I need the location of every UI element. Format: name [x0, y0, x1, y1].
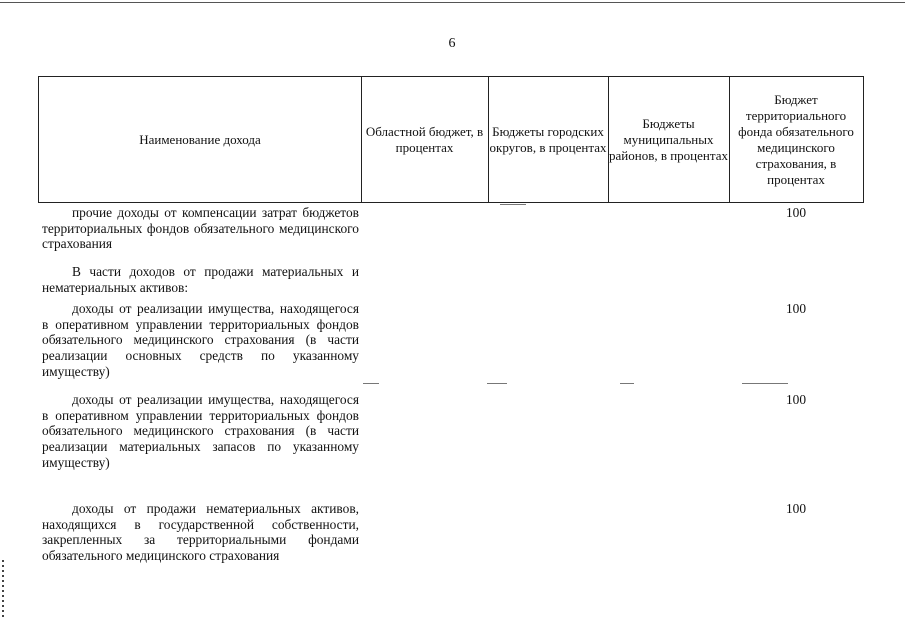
row-fund-value: 100	[785, 301, 807, 316]
row-name: доходы от продажи нематериальных активов, находящихся в государственной собственности, закрепленных за территориальными фондами обязательного медицинского страхования	[42, 501, 359, 564]
row-name: прочие доходы от компенсации затрат бюджетов территориальных фондов обязательного медицинского страхования	[42, 205, 359, 252]
header-label: Областной бюджет, в процентах	[365, 123, 484, 155]
row-name: В части доходов от продажи материальных и нематериальных активов:	[42, 264, 359, 295]
scan-speck	[363, 383, 379, 384]
scan-speck	[620, 383, 634, 384]
row-name: доходы от реализации имущества, находящегося в оперативном управлении территориальных фондов обязательного медицинского страхования (в части реализации материальных запасов по указанному имуществу)	[42, 392, 359, 470]
table-row	[42, 264, 359, 295]
row-fund-value: 100	[785, 501, 807, 516]
top-rule	[0, 2, 905, 3]
scan-margin-mark	[2, 560, 4, 620]
header-fund-budget	[729, 76, 864, 203]
scan-speck	[742, 383, 788, 384]
header-label: Бюджеты городских округов, в процентах	[489, 123, 607, 155]
header-label: Наименование дохода	[139, 131, 261, 147]
row-fund-value: 100	[785, 392, 807, 407]
table-row	[42, 392, 359, 471]
page-number: 6	[448, 36, 456, 51]
header-district-budgets	[608, 76, 730, 203]
header-label: Бюджет территориального фонда обязательного медицинского страхования, в процентах	[738, 91, 854, 187]
table-row	[42, 301, 359, 380]
row-name: доходы от реализации имущества, находящегося в оперативном управлении территориальных фондов обязательного медицинского страхования (в части реализации основных средств по указанному имуществу)	[42, 301, 359, 379]
table-row	[42, 501, 359, 564]
header-oblast-budget	[361, 76, 489, 203]
header-label: Бюджеты муниципальных районов, в процентах	[609, 115, 728, 163]
row-fund-value: 100	[785, 205, 807, 220]
header-income-name	[38, 76, 362, 203]
table-row	[42, 205, 359, 252]
scan-speck	[500, 204, 526, 205]
header-city-budgets	[488, 76, 609, 203]
scan-speck	[487, 383, 507, 384]
